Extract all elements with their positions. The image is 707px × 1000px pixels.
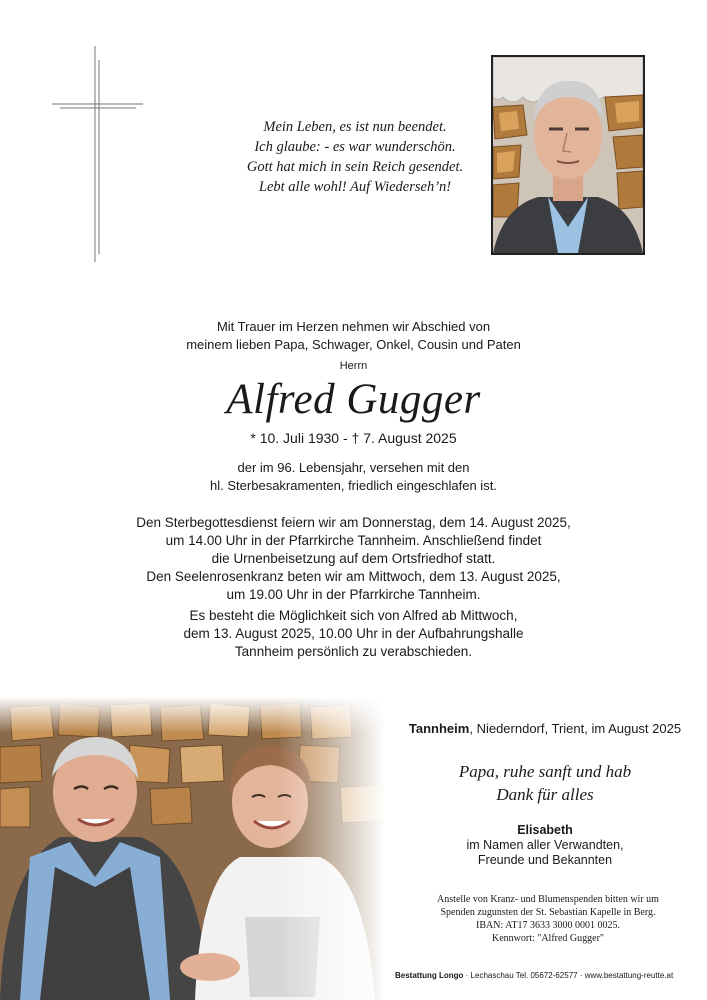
signer-line: im Namen aller Verwandten, (466, 838, 624, 852)
poem-line: Ich glaube: - es war wunderschön. (254, 139, 456, 155)
poem-line: Gott hat mich in sein Reich gesendet. (246, 159, 464, 175)
salutation: Herrn (339, 360, 368, 372)
place-rest: , Niederndorf, Trient, im August 2025 (469, 721, 682, 736)
signer-name: Elisabeth (517, 823, 573, 837)
portrait-photo (491, 55, 645, 255)
farewell-line: Dank für alles (496, 785, 594, 804)
donation-line: IBAN: AT17 3633 3000 0001 0025. (476, 920, 620, 931)
footer (395, 971, 705, 980)
poem (170, 117, 540, 197)
place-town: Tannheim (408, 721, 470, 736)
paragraph-line: die Urnenbeisetzung auf dem Ortsfriedhof statt. (211, 551, 496, 566)
cross-icon (50, 46, 145, 262)
farewell-text (395, 760, 695, 806)
donation-line: Kennwort: "Alfred Gugger" (491, 933, 605, 944)
donation-line: Anstelle von Kranz- und Blumenspenden bitten wir um (437, 894, 659, 905)
rosary-paragraph (100, 568, 607, 604)
paragraph-line: dem 13. August 2025, 10.00 Uhr in der Aufbahrungshalle (183, 626, 524, 641)
couple-photo (0, 697, 385, 1000)
signer-line: Freunde und Bekannten (477, 853, 613, 867)
footer-contact: · Lechaschau Tel. 05672-62577 · www.bestattung-reutte.at (463, 971, 674, 980)
viewing-paragraph (100, 607, 607, 661)
place-date (395, 721, 695, 736)
paragraph-line: Den Seelenrosenkranz beten wir am Mittwoch, dem 13. August 2025, (146, 569, 561, 584)
donation-line: Spenden zugunsten der St. Sebastian Kapelle in Berg. (440, 907, 656, 918)
deceased-name: Alfred Gugger (226, 376, 481, 423)
life-text (120, 459, 587, 495)
paragraph-line: Es besteht die Möglichkeit sich von Alfred ab Mittwoch, (189, 608, 518, 623)
donation-note (398, 893, 698, 945)
intro-line: meinem lieben Papa, Schwager, Onkel, Cousin und Paten (186, 337, 521, 352)
poem-line: Mein Leben, es ist nun beendet. (263, 119, 447, 135)
paragraph-line: Tannheim persönlich zu verabschieden. (234, 644, 473, 659)
paragraph-line: um 14.00 Uhr in der Pfarrkirche Tannheim. Anschließend findet (165, 533, 542, 548)
intro-text (120, 318, 587, 354)
life-text-line: der im 96. Lebensjahr, versehen mit den (237, 460, 470, 475)
funeral-service-paragraph (100, 514, 607, 568)
paragraph-line: um 19.00 Uhr in der Pfarrkirche Tannheim. (226, 587, 481, 602)
signer (395, 823, 695, 868)
farewell-line: Papa, ruhe sanft und hab (458, 762, 632, 781)
footer-firm: Bestattung Longo (395, 971, 464, 980)
poem-line: Lebt alle wohl! Auf Wiederseh’n! (258, 179, 452, 195)
paragraph-line: Den Sterbegottesdienst feiern wir am Donnerstag, dem 14. August 2025, (136, 515, 571, 530)
life-dates: * 10. Juli 1930 - † 7. August 2025 (250, 430, 457, 446)
life-text-line: hl. Sterbesakramenten, friedlich eingeschlafen ist. (210, 478, 497, 493)
intro-line: Mit Trauer im Herzen nehmen wir Abschied von (216, 319, 491, 334)
